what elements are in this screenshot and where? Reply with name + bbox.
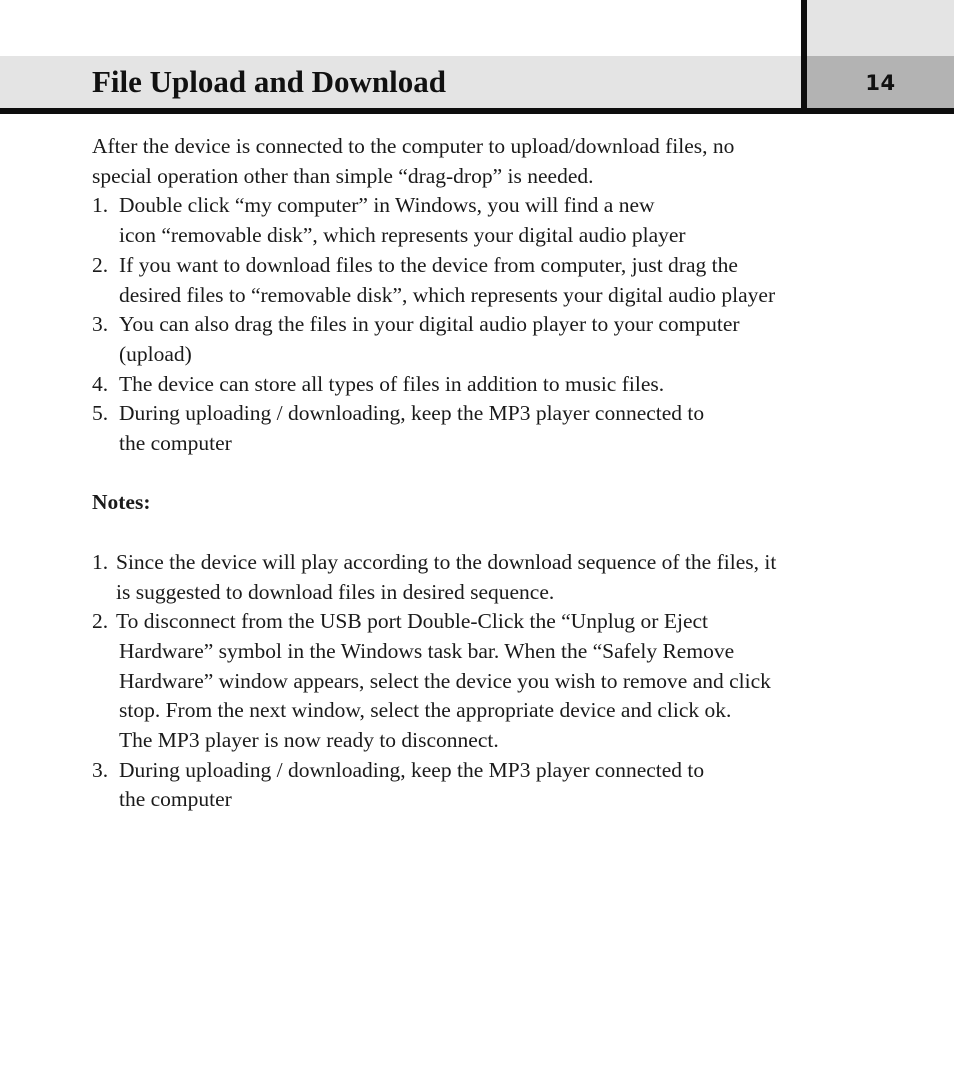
list-number: 4. [92, 371, 109, 396]
list-number: 5. [92, 401, 109, 426]
list-item [92, 310, 872, 369]
page-content [92, 132, 872, 815]
list-item [92, 548, 872, 607]
list-item [92, 370, 872, 400]
list-number: 2. [92, 609, 109, 634]
intro-line: special operation other than simple “drag-drop” is needed. [92, 163, 594, 188]
list-item [92, 756, 872, 815]
intro-line: After the device is connected to the computer to upload/download files, no [92, 134, 735, 158]
list-number: 1. [92, 549, 109, 574]
list-item-text: If you want to download files to the device from computer, just drag the desired files to “removable disk”, which represents your digital audio player [119, 252, 776, 307]
page-title: File Upload and Download [92, 64, 447, 99]
page-tab-top [807, 0, 954, 56]
list-item [92, 251, 872, 310]
list-number: 1. [92, 193, 109, 218]
list-number: 3. [92, 312, 109, 337]
list-item-text: You can also drag the files in your digital audio player to your computer (upload) [119, 312, 740, 366]
page-number: 14 [865, 71, 896, 95]
list-item-text: During uploading / downloading, keep the MP3 player connected to the computer [119, 401, 705, 456]
list-item [92, 191, 872, 250]
list-item-text: During uploading / downloading, keep the MP3 player connected to the computer [119, 757, 705, 812]
steps-list [92, 191, 872, 458]
list-item [92, 607, 872, 756]
list-number: 3. [92, 757, 109, 782]
spacer [92, 518, 872, 548]
list-number: 2. [92, 252, 109, 277]
list-item-text: To disconnect from the USB port Double-Click the “Unplug or Eject Hardware” symbol in the Windows task bar. When the “Safely Remove Hardware” window appears, select the device you wish to remove and click stop. From the next window, select the appropriate device and click ok. The MP3 player is now ready to disconnect. [116, 609, 771, 753]
list-item-text: Since the device will play according to the download sequence of the files, it is suggested to download files in desired sequence. [116, 549, 777, 604]
header-rule [0, 108, 954, 114]
notes-list [92, 548, 872, 815]
list-item-text: The device can store all types of files in addition to music files. [119, 371, 665, 396]
list-item-text: Double click “my computer” in Windows, you will find a new icon “removable disk”, which represents your digital audio player [119, 193, 686, 248]
spacer [92, 459, 872, 489]
intro-paragraph [92, 132, 872, 191]
notes-heading: Notes: [92, 490, 151, 515]
list-item [92, 399, 872, 458]
